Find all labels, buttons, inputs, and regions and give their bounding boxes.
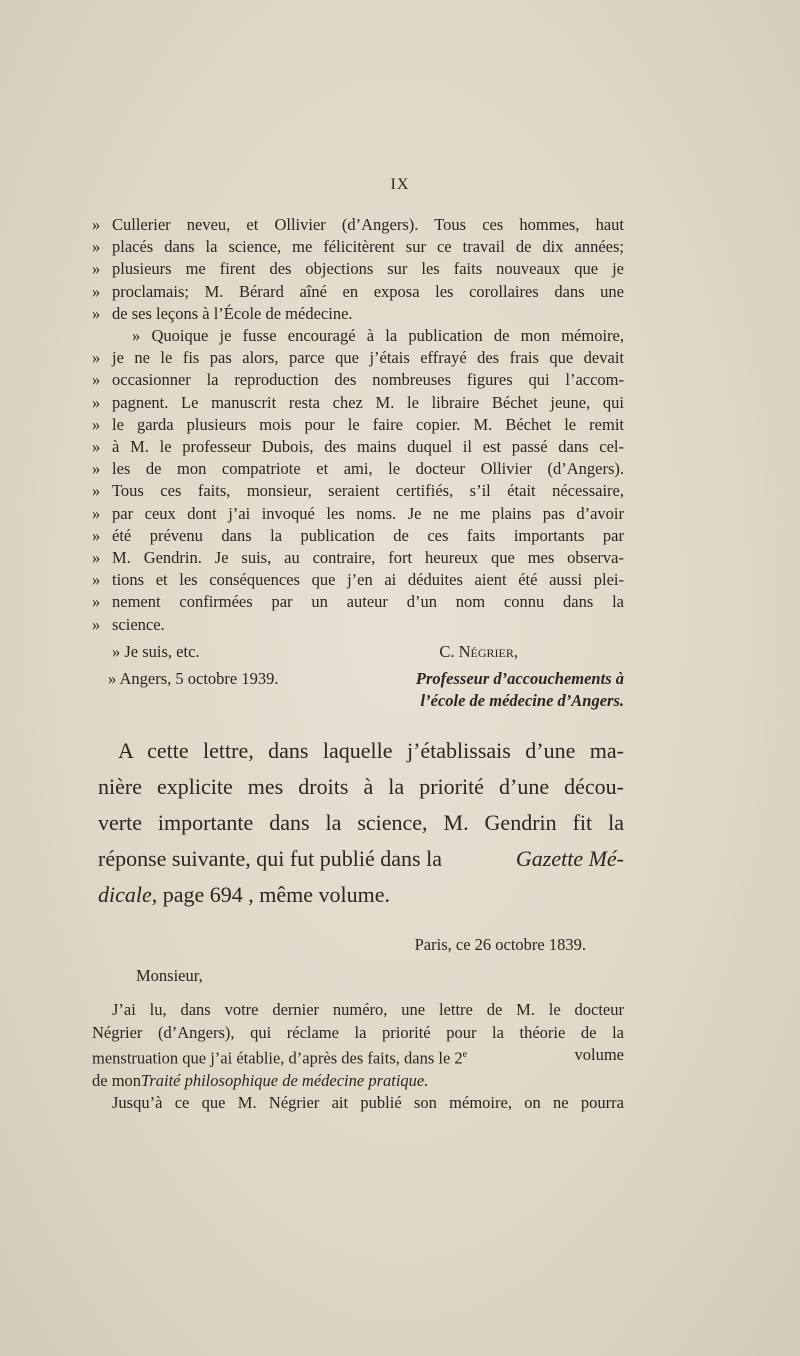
quote-line <box>92 480 624 502</box>
quote-text: proclamais; M. Bérard aîné en exposa les corollaires dans une <box>112 281 624 301</box>
quote-mark: » <box>92 592 101 612</box>
letter-line-2: Négrier (d’Angers), qui réclame la priorité pour la théorie de la <box>92 1022 624 1042</box>
quote-line <box>92 347 624 369</box>
quote-line <box>92 214 624 236</box>
quote-line <box>92 525 624 547</box>
quoted-letter <box>92 214 624 636</box>
main-line-1: A cette lettre, dans laquelle j’établissais d’une ma- <box>118 738 624 763</box>
quote-line <box>92 236 624 258</box>
quote-line <box>92 414 624 436</box>
letter-salutation: Monsieur, <box>136 966 203 986</box>
main-line-5: dicale , page 694 , même volume. <box>98 882 391 907</box>
quote-line <box>92 369 624 391</box>
main-line-4: réponse suivante, qui fut publié dans la Gazette Mé- <box>98 846 624 871</box>
quote-line <box>92 591 624 613</box>
quote-text: Cullerier neveu, et Ollivier (d’Angers). Tous ces hommes, haut <box>112 215 624 234</box>
quote-line <box>92 281 624 303</box>
quote-mark: » <box>92 614 101 634</box>
quote-text: placés dans la science, me félicitèrent sur ce travail de dix années; <box>112 237 624 257</box>
place-date: » Angers, 5 octobre 1939. <box>108 669 279 689</box>
letter-line-5: Jusqu’à ce que M. Négrier ait publié son mémoire, on ne pourra <box>112 1092 624 1112</box>
quote-line <box>92 258 624 280</box>
quote-text: plusieurs me firent des objections sur les faits nouveaux que je <box>112 259 624 279</box>
letter-line-3: menstruation que j’ai établie, d’après des faits, dans le 2e volume <box>92 1044 624 1068</box>
page-number: IX <box>390 176 410 193</box>
quote-text: le garda plusieurs mois pour le faire copier. M. Béchet le remit <box>112 414 624 434</box>
quote-mark: » <box>92 525 101 545</box>
quote-mark: » <box>92 459 101 479</box>
quote-mark: » <box>92 370 101 390</box>
quote-text: Tous ces faits, monsieur, seraient certifiés, s’il était nécessaire, <box>112 481 624 501</box>
quote-line <box>92 392 624 414</box>
quote-text: de ses leçons à l’École de médecine. <box>112 303 353 323</box>
quote-line <box>92 569 624 591</box>
quote-mark: » <box>92 348 101 368</box>
quote-mark: » <box>92 503 101 523</box>
quote-mark: » <box>92 237 101 257</box>
quote-text: par ceux dont j’ai invoqué les noms. Je ne me plains pas d’avoir <box>112 503 624 523</box>
quote-mark: » <box>92 281 101 301</box>
quote-line <box>92 436 624 458</box>
letter-line-4: de mon Traité philosophique de médecine pratique. <box>92 1070 429 1090</box>
closing-formula: » Je suis, etc. <box>112 642 200 661</box>
quote-line <box>92 503 624 525</box>
quote-line <box>92 614 624 636</box>
quote-text: je ne le fis pas alors, parce que j’étais effrayé des frais que devait <box>112 348 624 368</box>
signature-row-1 <box>92 641 624 663</box>
gendrin-letter <box>92 934 624 1114</box>
quote-mark: » <box>92 414 101 434</box>
letter-date: Paris, ce 26 octobre 1839. <box>414 935 586 954</box>
quote-line <box>92 458 624 480</box>
quote-mark: » <box>92 392 101 412</box>
quote-text: été prévenu dans la publication de ces faits importants par <box>112 525 624 545</box>
quote-mark: » <box>92 303 101 323</box>
main-paragraph <box>98 733 624 913</box>
quote-text: » Quoique je fusse encouragé à la publication de mon mémoire, <box>132 326 624 346</box>
quote-mark: » <box>92 215 101 234</box>
signer-title-2: l’école de médecine d’Angers. <box>420 691 624 711</box>
signature-block <box>92 641 624 713</box>
main-line-2: nière explicite mes droits à la priorité d’une décou- <box>98 774 624 799</box>
main-line-3: verte importante dans la science, M. Gendrin fit la <box>98 810 624 835</box>
signature-row-2 <box>92 668 624 690</box>
signer-title-1: Professeur d’accouchements à <box>415 669 624 689</box>
signer-name: C. Négrier, <box>439 642 518 661</box>
quote-text: les de mon compatriote et ami, le docteur Ollivier (d’Angers). <box>112 459 624 479</box>
quote-text: science. <box>112 614 165 634</box>
quote-line <box>92 325 624 347</box>
quote-text: nement confirmées par un auteur d’un nom connu dans la <box>112 592 624 612</box>
quote-line <box>92 303 624 325</box>
letter-line-1: J’ai lu, dans votre dernier numéro, une lettre de M. le docteur <box>112 1000 624 1020</box>
quote-text: M. Gendrin. Je suis, au contraire, fort heureux que mes observa- <box>112 548 624 568</box>
quote-text: tions et les conséquences que j’en ai déduites aient été aussi plei- <box>112 570 624 590</box>
quote-mark: » <box>92 481 101 501</box>
quote-mark <box>92 325 112 347</box>
quote-mark: » <box>92 570 101 590</box>
quote-mark: » <box>92 437 101 457</box>
quote-text: pagnent. Le manuscrit resta chez M. le libraire Béchet jeune, qui <box>112 392 624 412</box>
quote-text: occasionner la reproduction des nombreuses figures qui l’accom- <box>112 370 624 390</box>
quote-mark: » <box>92 259 101 279</box>
quote-mark: » <box>92 548 101 568</box>
quote-text: à M. le professeur Dubois, des mains duquel il est passé dans cel- <box>112 437 624 457</box>
quote-line <box>92 547 624 569</box>
